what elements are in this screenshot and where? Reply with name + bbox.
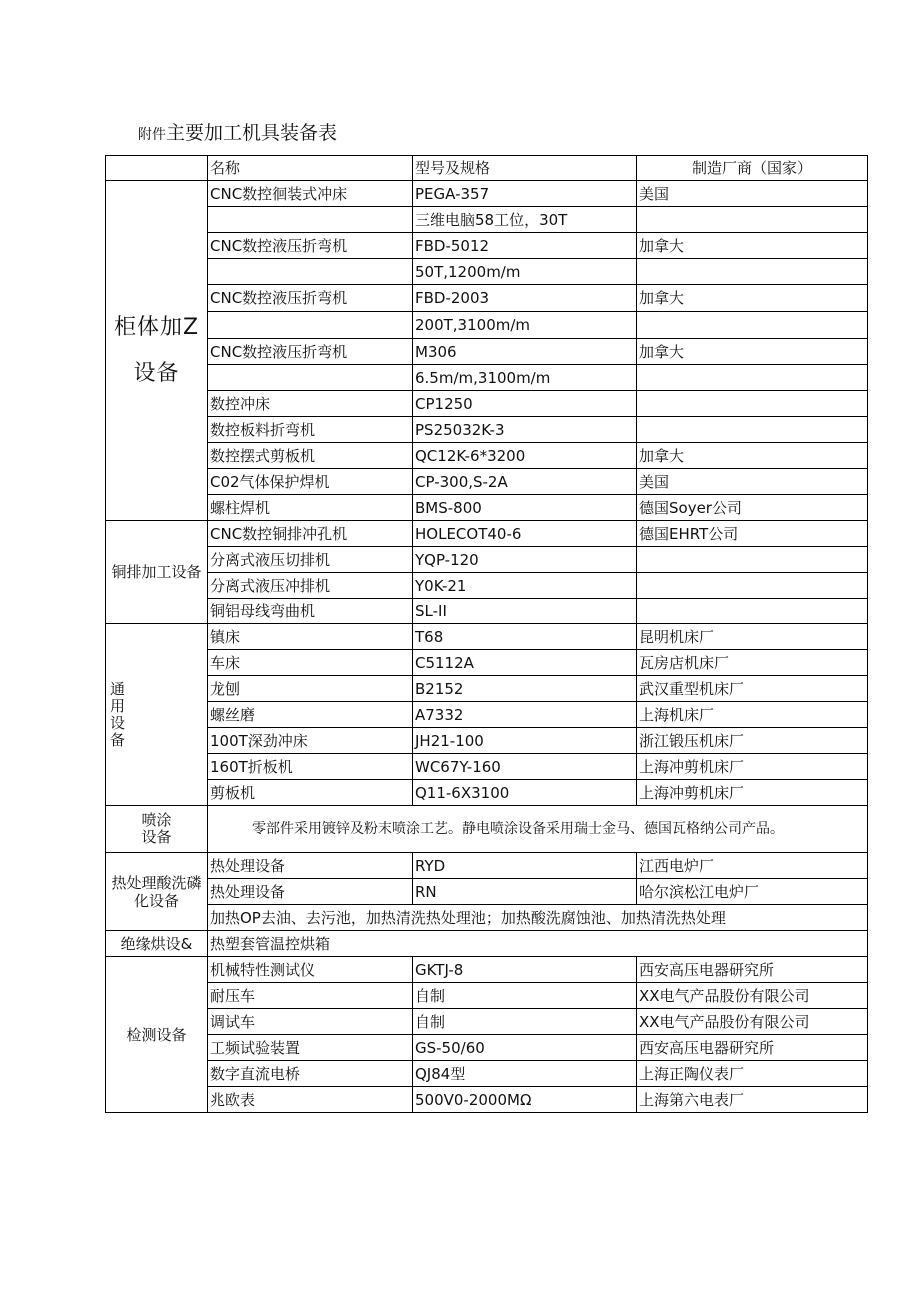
- equipment-maker: 美国: [637, 181, 868, 207]
- equipment-model: C5112A: [413, 650, 637, 676]
- heat-process-note: 加热OP去油、去污池，加热清洗热处理池；加热酸洗腐蚀池、加热清洗热处理: [208, 905, 868, 931]
- equipment-model: PEGA-357: [413, 181, 637, 207]
- equipment-maker: 昆明机床厂: [637, 624, 868, 650]
- equipment-name: 螺柱焊机: [208, 495, 413, 521]
- equipment-model: GKTJ-8: [413, 957, 637, 983]
- equipment-name: 铜铝母线弯曲机: [208, 599, 413, 624]
- equipment-model: 200T,3100m∕m: [413, 312, 637, 339]
- equipment-model: YQP-120: [413, 547, 637, 573]
- equipment-name: [208, 365, 413, 391]
- spray-process-note: 零部件采用镀锌及粉末喷涂工艺。静电喷涂设备采用瑞士金马、德国瓦格纳公司产品。: [208, 806, 868, 853]
- equipment-name: [208, 312, 413, 339]
- table-row: [106, 624, 868, 650]
- model-header: 型号及规格: [413, 156, 637, 181]
- table-row: [106, 806, 868, 853]
- table-row: [106, 443, 868, 469]
- equipment-name: 工频试验装置: [208, 1035, 413, 1061]
- equipment-maker: [637, 365, 868, 391]
- equipment-model: WC67Y-160: [413, 754, 637, 780]
- table-row: [106, 547, 868, 573]
- table-row: [106, 728, 868, 754]
- equipment-maker: 浙江锻压机床厂: [637, 728, 868, 754]
- table-row: [106, 1035, 868, 1061]
- equipment-maker: 上海机床厂: [637, 702, 868, 728]
- equipment-name: 剪板机: [208, 780, 413, 806]
- equipment-name: CNC数控铜排冲孔机: [208, 521, 413, 547]
- category-insulation: 绝缘烘设&: [106, 931, 208, 957]
- table-row: [106, 233, 868, 259]
- equipment-maker: [637, 599, 868, 624]
- equipment-maker: 上海正陶仪表厂: [637, 1061, 868, 1087]
- equipment-name: 机械特性测试仪: [208, 957, 413, 983]
- table-row: [106, 285, 868, 312]
- equipment-model: CP-300,S-2A: [413, 469, 637, 495]
- table-row: [106, 181, 868, 207]
- equipment-table: [105, 155, 868, 1113]
- document-title: [138, 118, 337, 145]
- table-row: [106, 573, 868, 599]
- equipment-name: 分离式液压切排机: [208, 547, 413, 573]
- name-header: 名称: [208, 156, 413, 181]
- table-row: [106, 391, 868, 417]
- equipment-name: 分离式液压冲排机: [208, 573, 413, 599]
- equipment-name: 160T折板机: [208, 754, 413, 780]
- table-row: [106, 521, 868, 547]
- equipment-name: 数控冲床: [208, 391, 413, 417]
- table-row: [106, 365, 868, 391]
- table-row: [106, 1087, 868, 1113]
- category-heat: 热处理酸洗磷化设备: [106, 853, 208, 931]
- equipment-model: SL-II: [413, 599, 637, 624]
- equipment-table-body: [106, 156, 868, 1113]
- equipment-model: B2152: [413, 676, 637, 702]
- category-testing: 检测设备: [106, 957, 208, 1113]
- equipment-maker: 西安高压电器研究所: [637, 957, 868, 983]
- table-row: [106, 853, 868, 879]
- equipment-model: M306: [413, 339, 637, 365]
- equipment-maker: 美国: [637, 469, 868, 495]
- title-prefix: 附件: [138, 127, 166, 143]
- equipment-model: Y0K-21: [413, 573, 637, 599]
- equipment-model: RYD: [413, 853, 637, 879]
- equipment-model: CP1250: [413, 391, 637, 417]
- category-general-label: 通用设备: [110, 679, 126, 749]
- equipment-maker: 德国Soyer公司: [637, 495, 868, 521]
- table-row: [106, 676, 868, 702]
- equipment-maker: 加拿大: [637, 339, 868, 365]
- equipment-name: 龙刨: [208, 676, 413, 702]
- equipment-name: 数字直流电桥: [208, 1061, 413, 1087]
- equipment-maker: 德国EHRT公司: [637, 521, 868, 547]
- table-row: [106, 1009, 868, 1035]
- equipment-maker: [637, 312, 868, 339]
- equipment-maker: 江西电炉厂: [637, 853, 868, 879]
- equipment-model: 500V0-2000MΩ: [413, 1087, 637, 1113]
- corner-header-cell: [106, 156, 208, 181]
- equipment-maker: [637, 547, 868, 573]
- category-spray: [106, 806, 208, 853]
- category-general: [106, 624, 208, 806]
- table-row: [106, 339, 868, 365]
- table-row: [106, 259, 868, 285]
- equipment-model: 50T,1200m∕m: [413, 259, 637, 285]
- equipment-model: 三维电脑58工位，30T: [413, 207, 637, 233]
- equipment-maker: 加拿大: [637, 443, 868, 469]
- equipment-maker: [637, 207, 868, 233]
- equipment-maker: [637, 259, 868, 285]
- equipment-name: CNC数控徊装式冲床: [208, 181, 413, 207]
- table-row: [106, 879, 868, 905]
- equipment-name: CNC数控液压折弯机: [208, 339, 413, 365]
- equipment-name: 数控摆式剪板机: [208, 443, 413, 469]
- equipment-maker: XX电气产品股份有限公司: [637, 983, 868, 1009]
- equipment-model: HOLECOT40-6: [413, 521, 637, 547]
- table-row: [106, 931, 868, 957]
- equipment-model: 6.5m∕m,3100m∕m: [413, 365, 637, 391]
- table-row: [106, 780, 868, 806]
- equipment-name: 耐压车: [208, 983, 413, 1009]
- equipment-maker: 加拿大: [637, 233, 868, 259]
- equipment-model: T68: [413, 624, 637, 650]
- equipment-maker: 西安高压电器研究所: [637, 1035, 868, 1061]
- equipment-name: 热处理设备: [208, 853, 413, 879]
- equipment-model: RN: [413, 879, 637, 905]
- equipment-maker: [637, 573, 868, 599]
- table-row: [106, 312, 868, 339]
- equipment-name: 热处理设备: [208, 879, 413, 905]
- equipment-model: 自制: [413, 1009, 637, 1035]
- equipment-name: CNC数控液压折弯机: [208, 285, 413, 312]
- equipment-model: FBD-2003: [413, 285, 637, 312]
- equipment-name: 100T深劲冲床: [208, 728, 413, 754]
- table-row: [106, 207, 868, 233]
- table-row: [106, 983, 868, 1009]
- equipment-maker: 上海冲剪机床厂: [637, 754, 868, 780]
- equipment-name: 车床: [208, 650, 413, 676]
- equipment-name: 镇床: [208, 624, 413, 650]
- equipment-model: 自制: [413, 983, 637, 1009]
- equipment-name: [208, 259, 413, 285]
- equipment-model: FBD-5012: [413, 233, 637, 259]
- table-row: [106, 599, 868, 624]
- table-row: [106, 650, 868, 676]
- equipment-maker: 瓦房店机床厂: [637, 650, 868, 676]
- equipment-model: Q11-6X3100: [413, 780, 637, 806]
- equipment-model: A7332: [413, 702, 637, 728]
- equipment-maker: 加拿大: [637, 285, 868, 312]
- insulation-note: 热塑套管温控烘箱: [208, 931, 868, 957]
- equipment-model: QJ84型: [413, 1061, 637, 1087]
- equipment-name: CNC数控液压折弯机: [208, 233, 413, 259]
- table-row: [106, 1061, 868, 1087]
- equipment-model: QC12K-6*3200: [413, 443, 637, 469]
- equipment-maker: 上海第六电表厂: [637, 1087, 868, 1113]
- category-busbar: 铜排加工设备: [106, 521, 208, 624]
- equipment-maker: 哈尔滨松江电炉厂: [637, 879, 868, 905]
- equipment-model: GS-50/60: [413, 1035, 637, 1061]
- table-row: [106, 702, 868, 728]
- equipment-maker: 武汉重型机床厂: [637, 676, 868, 702]
- header-row: [106, 156, 868, 181]
- equipment-model: BMS-800: [413, 495, 637, 521]
- equipment-model: PS25032K-3: [413, 417, 637, 443]
- category-spray-label: 喷涂设备: [141, 811, 172, 846]
- table-row: [106, 905, 868, 931]
- equipment-name: 数控板料折弯机: [208, 417, 413, 443]
- equipment-name: 螺丝磨: [208, 702, 413, 728]
- equipment-maker: 上海冲剪机床厂: [637, 780, 868, 806]
- table-row: [106, 417, 868, 443]
- equipment-maker: [637, 391, 868, 417]
- maker-header: 制造厂商（国家）: [637, 156, 868, 181]
- equipment-name: 兆欧表: [208, 1087, 413, 1113]
- equipment-maker: [637, 417, 868, 443]
- category-cabinet: 柜体加Z设备: [106, 181, 208, 521]
- equipment-model: JH21-100: [413, 728, 637, 754]
- equipment-name: C02气体保护焊机: [208, 469, 413, 495]
- equipment-name: [208, 207, 413, 233]
- title-main: 主要加工机具装备表: [166, 122, 338, 144]
- table-row: [106, 957, 868, 983]
- equipment-name: 调试车: [208, 1009, 413, 1035]
- equipment-maker: XX电气产品股份有限公司: [637, 1009, 868, 1035]
- table-row: [106, 495, 868, 521]
- table-row: [106, 469, 868, 495]
- table-row: [106, 754, 868, 780]
